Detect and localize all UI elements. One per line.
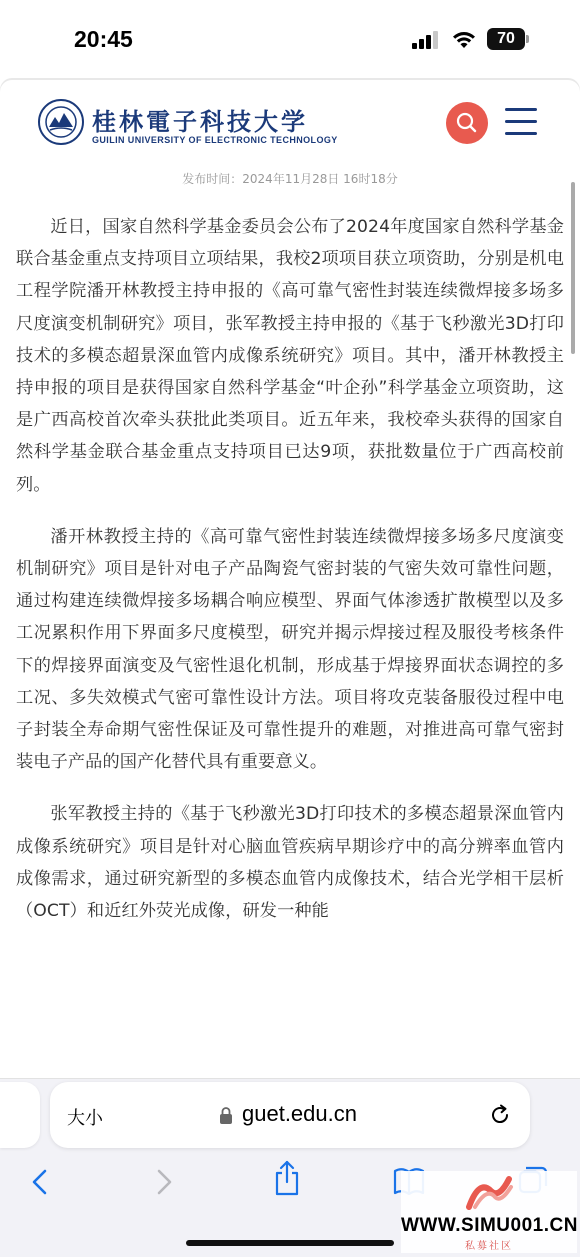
home-indicator[interactable] [186,1240,394,1246]
university-name-cn[interactable]: 桂林電子科技大学 [92,107,308,136]
search-icon [446,102,488,144]
menu-button[interactable] [505,108,537,136]
watermark-subtitle: 私募社区 [465,1241,513,1252]
publish-time: 发布时间：2024年11月28日 16时18分 [182,172,398,186]
watermark-url: WWW.SIMU001.CN [401,1215,578,1236]
wifi-icon [451,28,477,50]
previous-tab-edge[interactable] [0,1082,40,1148]
watermark-logo-icon [461,1173,517,1213]
share-icon[interactable] [271,1160,303,1196]
reload-icon[interactable] [488,1103,512,1127]
watermark [401,1171,577,1253]
text-size-label: 大小 [67,1108,103,1129]
status-bar [0,0,580,80]
text-size-button[interactable] [67,1104,103,1130]
hamburger-icon [505,108,537,111]
forward-icon[interactable] [148,1164,180,1200]
article-paragraph: 潘开林教授主持的《高可靠气密性封装连续微焊接多场多尺度演变机制研究》项目是针对电子产品陶瓷气密封装的气密失效可靠性问题，通过构建连续微焊接多场耦合响应模型、界面气体渗透扩散模型以及多工况累积作用下界面多尺度模型，研究并揭示焊接过程及服役考核条件下的焊接界面演变及气密性退化机制，形成基于焊接界面状态调控的多工况、多失效模式气密可靠性设计方法。项目将攻克装备服役过程中电子封装全寿命期气密性保证及可靠性提升的难题，对推进高可靠气密封装电子产品的国产化替代具有重要意义。 [16,526,564,773]
lock-icon [219,1106,233,1125]
article-paragraph: 近日，国家自然科学基金委员会公布了2024年度国家自然科学基金联合基金重点支持项目立项结果，我校2项项目获立项资助，分别是机电工程学院潘开林教授主持申报的《高可靠气密性封装连续微焊接多场多尺度演变机制研究》项目，张军教授主持申报的《基于飞秒激光3D打印技术的多模态超景深血管内成像系统研究》项目。其中，潘开林教授主持申报的项目是获得国家自然科学基金“叶企孙”科学基金立项资助，这是广西高校首次牵头获批此类项目。近五年来，我校牵头获得的国家自然科学基金联合基金重点支持项目已达9项，获批数量位于广西高校前列。 [16,217,564,495]
address-bar[interactable] [50,1082,530,1148]
site-header [0,80,580,166]
article-body [16,211,564,947]
university-seal-icon[interactable] [38,99,84,145]
url-text[interactable]: guet.edu.cn [242,1101,357,1126]
university-name-en[interactable]: GUILIN UNIVERSITY OF ELECTRONIC TECHNOLOGY [92,135,338,145]
article-paragraph: 张军教授主持的《基于飞秒激光3D打印技术的多模态超景深血管内成像系统研究》项目是针对心脑血管疾病早期诊疗中的高分辨率血管内成像需求，通过研究新型的多模态血管内成像技术，结合光学相干层析（OCT）和近红外荧光成像，研发一种能 [16,804,564,922]
status-time: 20:45 [74,26,133,52]
back-icon[interactable] [24,1164,56,1200]
cellular-signal-icon [412,31,440,49]
search-button[interactable] [446,102,488,144]
scrollbar-thumb[interactable] [571,182,575,354]
battery-level: 70 [487,28,525,50]
battery-icon [487,28,529,50]
